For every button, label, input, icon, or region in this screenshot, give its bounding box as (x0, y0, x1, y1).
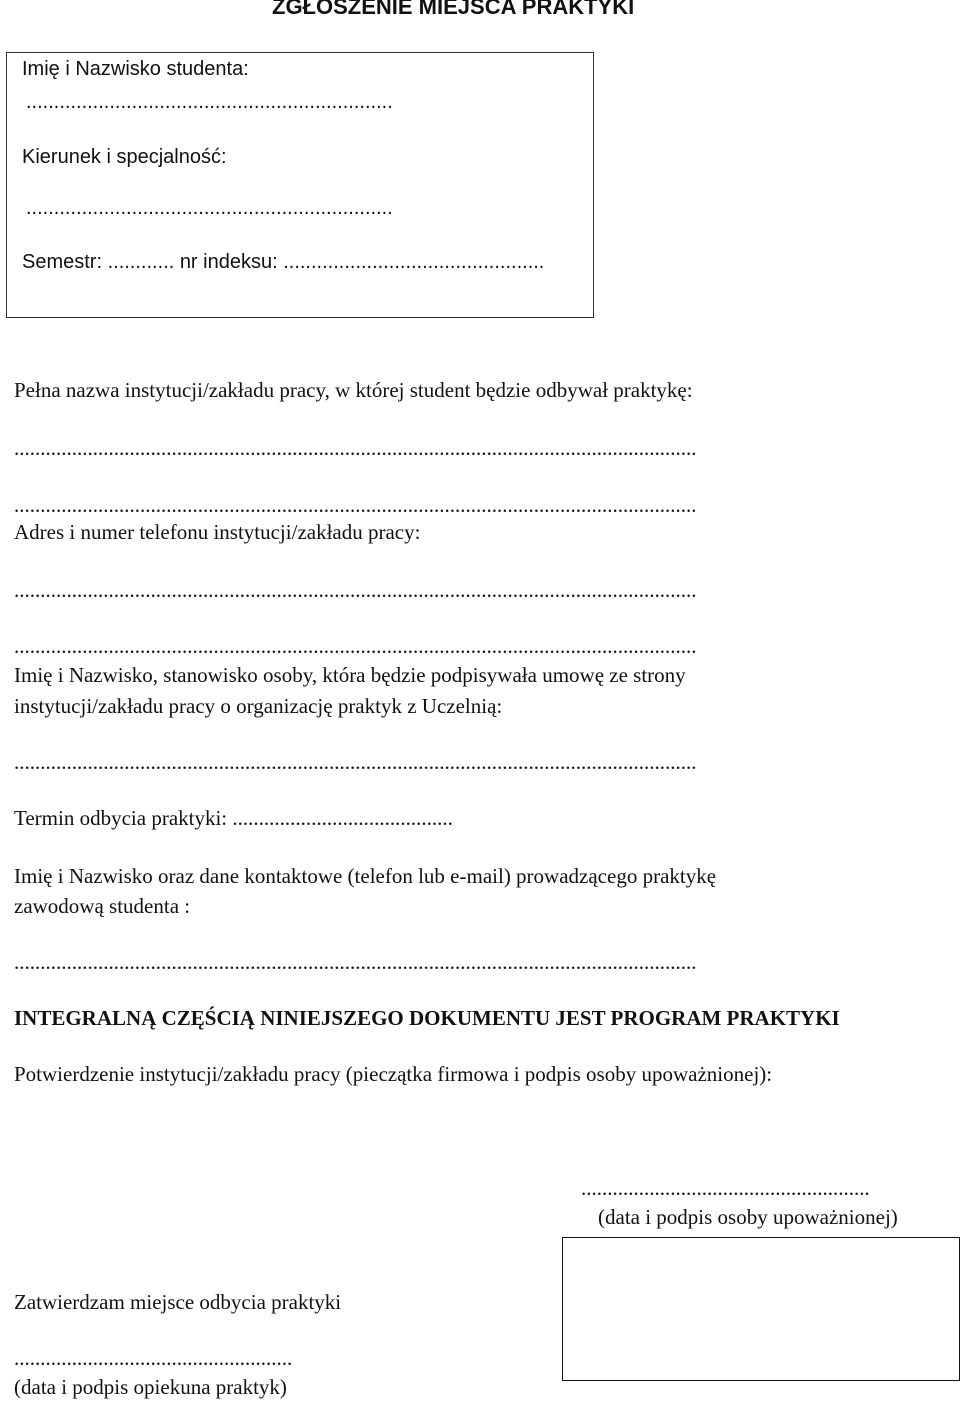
stamp-box (562, 1237, 960, 1381)
student-name-field[interactable]: .................................................................. (26, 91, 393, 113)
signatory-label-line-1: Imię i Nazwisko, stanowisko osoby, która będzie podpisywała umowę ze strony (14, 663, 686, 687)
field-specialization-label: Kierunek i specjalność: (22, 146, 227, 168)
authorized-signature-field[interactable]: ....................................................... (581, 1176, 870, 1200)
tutor-signature-caption: (data i podpis opiekuna praktyk) (14, 1375, 287, 1399)
approval-label: Zatwierdzam miejsce odbycia praktyki (14, 1290, 342, 1314)
supervisor-field[interactable]: .................................................................................................................................. (14, 950, 697, 974)
student-name-label: Imię i Nazwisko studenta: (22, 58, 249, 80)
signatory-field[interactable]: .................................................................................................................................. (14, 750, 697, 774)
signatory-label-line-2: instytucji/zakładu pracy o organizację praktyk z Uczelnią: (14, 694, 503, 718)
supervisor-label-line-1: Imię i Nazwisko oraz dane kontaktowe (telefon lub e-mail) prowadzącego praktykę (14, 864, 717, 888)
authorized-signature-caption: (data i podpis osoby upoważnionej) (598, 1205, 898, 1229)
institution-name-field[interactable]: .................................................................................................................................. (14, 436, 697, 460)
institution-address-field-2[interactable]: .................................................................................................................................. (14, 634, 697, 658)
supervisor-label-line-2: zawodową studenta : (14, 894, 191, 918)
institution-address-label: Adres i numer telefonu instytucji/zakładu pracy: (14, 520, 421, 544)
integral-notice: INTEGRALNĄ CZĘŚCIĄ NINIEJSZEGO DOKUMENTU JEST PROGRAM PRAKTYKI (14, 1006, 840, 1030)
confirmation-label: Potwierdzenie instytucji/zakładu pracy (pieczątka firmowa i podpis osoby upoważnionej): (14, 1062, 773, 1086)
field-specialization-field[interactable]: .................................................................. (26, 197, 393, 219)
internship-term-field[interactable]: Termin odbycia praktyki: .......................................... (14, 806, 453, 830)
institution-name-label: Pełna nazwa instytucji/zakładu pracy, w której student będzie odbywał praktykę: (14, 378, 693, 402)
semester-index-field[interactable]: Semestr: ............ nr indeksu: ............................................... (22, 251, 545, 273)
form-title: ZGŁOSZENIE MIEJSCA PRAKTYKI (272, 0, 635, 19)
institution-name-field-2[interactable]: .................................................................................................................................. (14, 493, 697, 517)
institution-address-field[interactable]: .................................................................................................................................. (14, 578, 697, 602)
tutor-signature-field[interactable]: ..................................................... (14, 1346, 293, 1370)
